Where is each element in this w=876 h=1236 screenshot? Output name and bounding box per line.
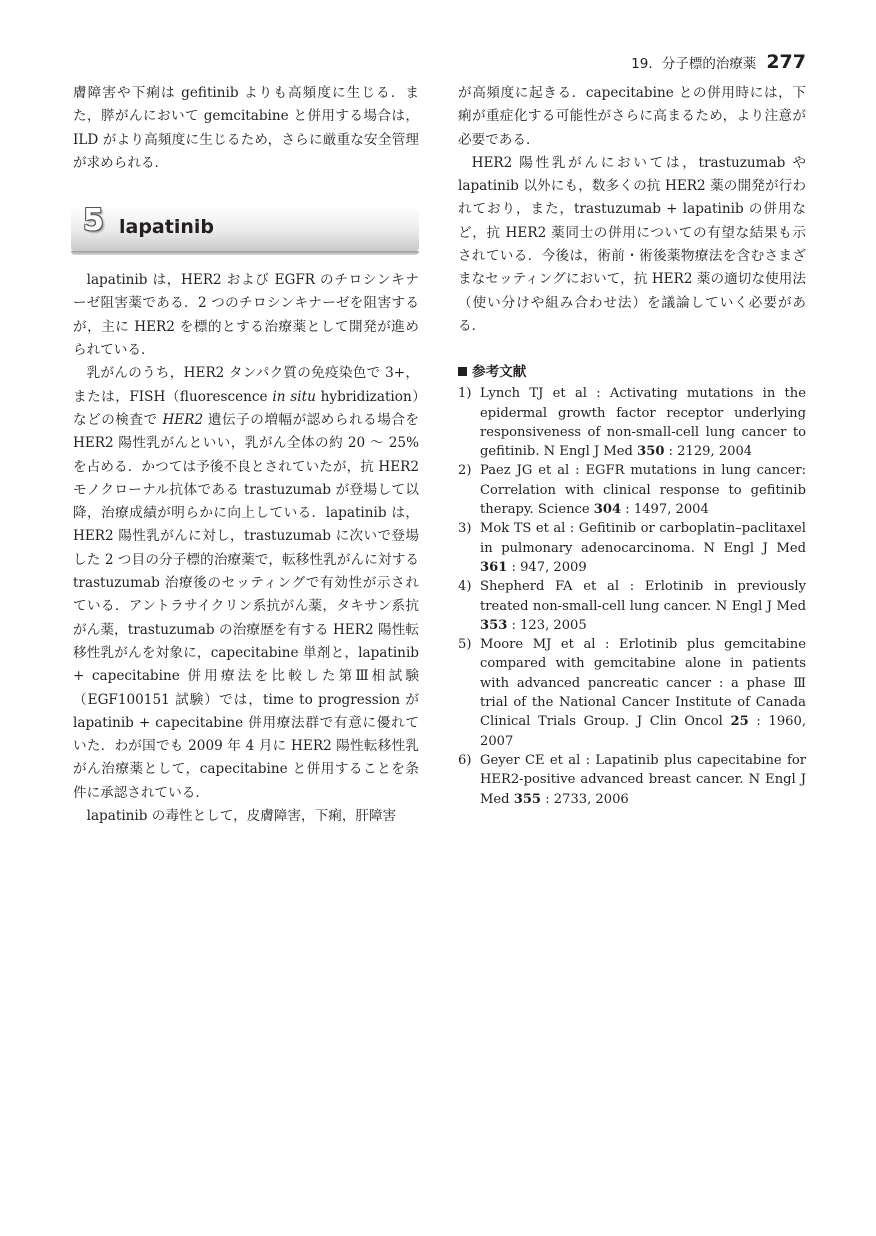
reference-volume: 350 bbox=[637, 444, 665, 460]
lapatinib-paragraph-1: lapatinib は，HER2 および EGFR のチロシンキナーゼ阻害薬である．2 つのチロシンキナーゼを阻害するが，主に HER2 を標的とする治療薬として開発が進められている． bbox=[73, 272, 419, 359]
section-title: lapatinib bbox=[119, 216, 214, 239]
section-number: 5 bbox=[83, 203, 104, 239]
lapatinib-paragraph-3: lapatinib の毒性として，皮膚障害，下痢，肝障害 bbox=[86, 808, 397, 825]
references-heading: 参考文献 bbox=[458, 362, 806, 382]
reference-volume: 353 bbox=[480, 617, 508, 633]
intro-paragraph: 膚障害や下痢は gefitinib よりも高頻度に生じる．また，膵がんにおいて gemcitabine と併用する場合は，ILD がより高頻度に生じるため，さらに厳重な安全管理が求められる． bbox=[73, 85, 419, 171]
reference-item: 6) Geyer CE et al : Lapatinib plus capecitabine for HER2-positive advanced breast cancer. N Engl J Med 355 : 2733, 2006 bbox=[458, 752, 806, 807]
her2-gene-italic: HER2 bbox=[162, 411, 204, 428]
left-column bbox=[73, 82, 419, 828]
square-bullet-icon bbox=[458, 367, 467, 376]
reference-item: 4) Shepherd FA et al : Erlotinib in previously treated non-small-cell lung cancer. N Engl J Med 353 : 123, 2005 bbox=[458, 579, 806, 633]
lapatinib-paragraph-2: 乳がんのうち，HER2 タンパク質の免疫染色で 3+，または，FISH（fluorescence in situ hybridization）などの検査で HER2 遺伝子の増幅が認められる場合を HER2 陽性乳がんといい，乳がん全体の約 20 ～ 25%を占める．かつては予後不良とされていたが，抗 HER2 モノクローナル抗体である trastuzumab が登場して以降，治療成績が明らかに向上している．lapatinib は，HER2 陽性乳がんに対し，trastuzumab に次いで登場した 2 つ目の分子標的治療薬で，転移性乳がんに対する trastuzumab 治療後のセッティングで有効性が示されている．アントラサイクリン系抗がん薬，タキサン系抗がん薬，trastuzumab の治療歴を有する HER2 陽性転移性乳がんを対象に，capecitabine 単剤と，lapatinib + capecitabine 併用療法を比較した第Ⅲ相試験（EGF100151 試験）では，time to progression が lapatinib + capecitabine 併用療法群で有意に優れていた．わが国でも 2009 年 4 月に HER2 陽性転移性乳がん治療薬として，capecitabine と併用することを条件に承認されている． bbox=[73, 365, 419, 801]
continued-paragraph: が高頻度に起きる．capecitabine との併用時には，下痢が重症化する可能性がさらに高まるため，より注意が必要である． bbox=[458, 85, 806, 148]
reference-volume: 361 bbox=[480, 559, 508, 575]
running-header bbox=[631, 51, 806, 73]
her2-paragraph: HER2 陽性乳がんにおいては，trastuzumab や lapatinib 以外にも，数多くの抗 HER2 薬の開発が行われており，また，trastuzumab + lapatinib の併用など，抗 HER2 薬同士の併用についての有望な結果も示されている．今後は，術前・術後薬物療法を含むさまざまなセッティングにおいて，抗 HER2 薬の適切な使用法（使い分けや組み合わせ法）を議論していく必要がある． bbox=[458, 154, 806, 334]
in-situ-italic: in situ bbox=[272, 388, 316, 405]
reference-item: 5) Moore MJ et al : Erlotinib plus gemcitabine compared with gemcitabine alone in patients with advanced pancreatic cancer : a phase Ⅲ trial of the National Cancer Institute of Canada Clinical Trials Group. J Clin Oncol 25 : 1960, 2007 bbox=[458, 637, 806, 749]
reference-volume: 304 bbox=[593, 502, 622, 518]
reference-volume: 355 bbox=[513, 791, 542, 807]
right-column bbox=[458, 82, 806, 809]
references-list bbox=[458, 384, 806, 809]
chapter-title: 19．分子標的治療薬 bbox=[631, 56, 757, 72]
reference-item: 2) Paez JG et al : EGFR mutations in lung cancer: Correlation with clinical response to gefitinib therapy. Science 304 : 1497, 2004 bbox=[458, 463, 806, 518]
page-number: 277 bbox=[766, 51, 806, 73]
reference-item: 3) Mok TS et al : Gefitinib or carboplatin–paclitaxel in pulmonary adenocarcinoma. N Engl J Med 361 : 947, 2009 bbox=[458, 521, 806, 575]
reference-volume: 25 bbox=[730, 714, 749, 730]
section-heading bbox=[71, 205, 419, 251]
reference-item: 1) Lynch TJ et al : Activating mutations in the epidermal growth factor receptor underlying responsiveness of non-small-cell lung cancer to gefitinib. N Engl J Med 350 : 2129, 2004 bbox=[458, 386, 806, 460]
